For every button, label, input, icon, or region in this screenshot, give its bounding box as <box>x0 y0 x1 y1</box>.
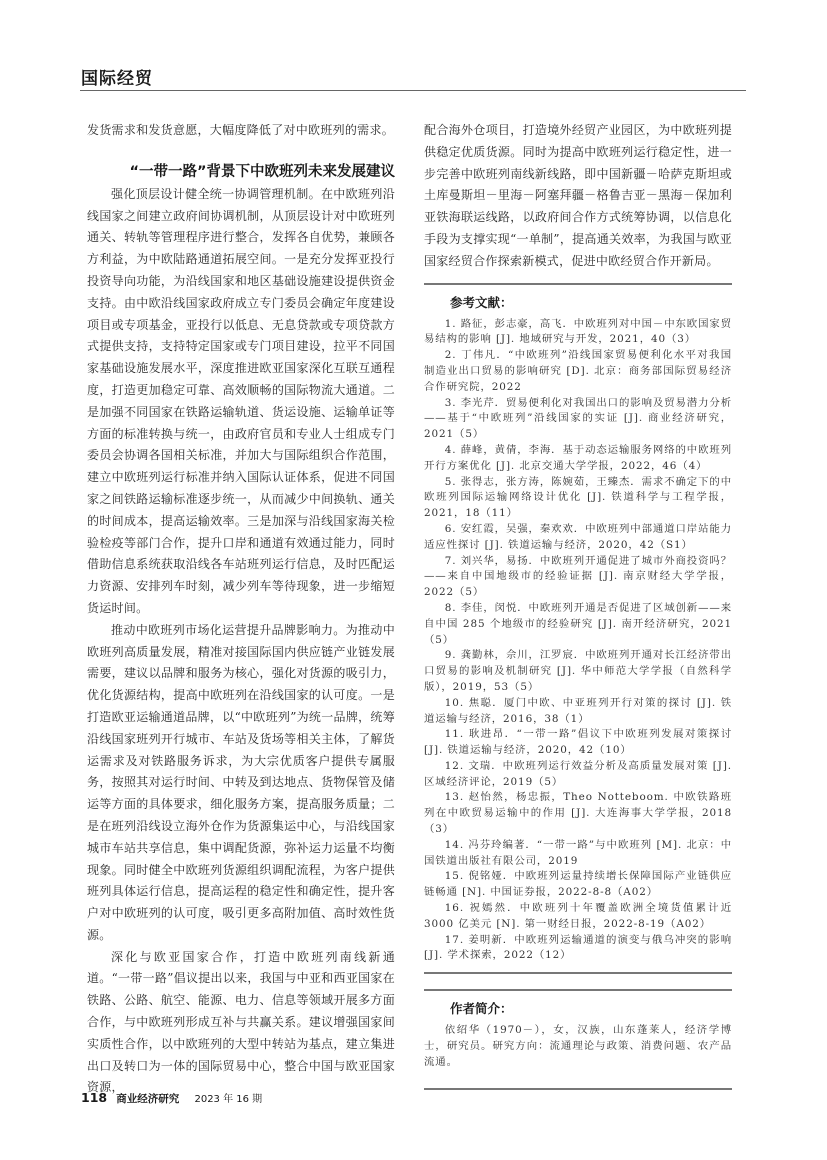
reference-item: 9. 龚勤林，佘川，江罗宸．中欧班列开通对长江经济带出口贸易的影响及机制研究 [J]. 华中师范大学学报（自然科学版），2019，53（5） <box>424 649 732 693</box>
reference-item: 8. 李佳，闵悦．中欧班列开通是否促进了区域创新——来自中国 285 个地级市的经验研究 [J]. 南开经济研究，2021（5） <box>424 601 732 646</box>
section-title: 国际经贸 <box>81 69 153 89</box>
paragraph: 发货需求和发货意愿，大幅度降低了对中欧班列的需求。 <box>87 123 395 137</box>
right-column <box>424 120 732 1090</box>
reference-item: 11. 耿进昂．“一带一路”倡议下中欧班列发展对策探讨 [J]. 铁道运输与经济，2020，42（10） <box>424 728 732 757</box>
reference-item: 7. 刘兴华，易扬．中欧班列开通促进了城市外商投资吗？——来自中国地级市的经验证据 [J]. 南京财经大学学报，2022（5） <box>424 554 732 599</box>
references-list <box>424 317 732 965</box>
reference-item: 15. 倪铭娅．中欧班列运量持续增长保障国际产业链供应链畅通 [N]. 中国证券报，2022-8-8（A02） <box>424 870 732 899</box>
reference-item: 6. 安红霞，吴强，秦欢欢．中欧班列中部通道口岸站能力适应性探讨 [J]. 铁道运输与经济，2020，42（S1） <box>424 522 732 551</box>
author-box-end-rule <box>424 1088 732 1090</box>
page-number: 118 <box>81 1090 108 1105</box>
reference-item: 5. 张得志，张方涛，陈婉茹，王臻杰．需求不确定下的中欧班列国际运输网络设计优化 [J]. 铁道科学与工程学报，2021，18（11） <box>424 475 732 520</box>
section-heading: “一带一路”背景下中欧班列未来发展建议 <box>129 163 395 180</box>
reference-item: 16. 祝嫣然．中欧班列十年覆盖欧洲全境货值累计近 3000 亿美元 [N]. 第一财经日报，2022-8-19（A02） <box>424 902 732 930</box>
page-footer <box>81 1090 262 1106</box>
issue-label: 2023 年 16 期 <box>194 1094 263 1105</box>
paragraph: 强化顶层设计健全统一协调管理机制。在中欧班列沿线国家之间建立政府间协调机制，从顶层设计对中欧班列通关、转轨等管理程序进行整合，发挥各自优势，兼顾各方利益，为中欧陆路通道拓展空间。一是充分发挥亚投行投资导向功能，为沿线国家和地区基础设施建设提供资金支持。由中欧沿线国家政府成立专门委员会确定年度建设项目或专项基金，亚投行以低息、无息贷款或专项贷款方式提供支持，支持特定国家或专门项目建设，拉平不同国家基础设施发展水平，深度推进欧亚国家深化互联互通程度，打造更加稳定可靠、高效顺畅的国际物流大通道。二是加强不同国家在铁路运输轨道、货运设施、运输单证等方面的标准转换与统一，由政府官员和专业人士组成专门委员会协调各国相关标准，并加大与国际组织合作范围，建立中欧班列运行标准并纳入国际认证体系，促进不同国家之间铁路运输标准逐步统一，从而减少中间换轨、通关的时间成本，提高运输效率。三是加深与沿线国家海关检验检疫等部门合作，提升口岸和通道有效通过能力，同时借助信息系统获取沿线各车站班列运行信息，及时匹配运力资源、安排列车时刻，减少列车等待现象，进一步缩短货运时间。 <box>87 186 395 615</box>
reference-item: 14. 冯芬玲编著．“一带一路”与中欧班列 [M]. 北京：中国铁道出版社有限公司，2019 <box>424 838 732 867</box>
reference-item: 10. 焦聪．厦门中欧、中亚班列开行对策的探讨 [J]. 铁道运输与经济，2016，38（1） <box>424 696 732 725</box>
header-rule <box>80 90 746 91</box>
journal-name: 商业经济研究 <box>116 1093 180 1105</box>
reference-item: 4. 薛峰，黄倩，李海．基于动态运输服务网络的中欧班列开行方案优化 [J]. 北京交通大学学报，2022，46（4） <box>424 443 732 472</box>
references-rule <box>424 283 732 285</box>
reference-item: 3. 李光芹．贸易便利化对我国出口的影响及贸易潜力分析——基于“中欧班列”沿线国家的实证 [J]. 商业经济研究，2021（5） <box>424 396 732 441</box>
author-title: 作者简介： <box>450 1001 513 1017</box>
paragraph: 配合海外仓项目，打造境外经贸产业园区，为中欧班列提供稳定优质货源。同时为提高中欧班列运行稳定性，进一步完善中欧班列南线新线路，即中国新疆－哈萨克斯坦或土库曼斯坦－里海－阿塞拜疆－格鲁吉亚－黑海－保加利亚铁海联运线路，以政府间合作方式统筹协调，以信息化手段为支撑实现“一单制”，提高通关效率，为我国与欧亚国家经贸合作探索新模式，促进中欧经贸合作开新局。 <box>424 123 732 268</box>
left-column <box>87 120 395 1099</box>
paragraph: 深化与欧亚国家合作，打造中欧班列南线新通道。“一带一路”倡议提出以来，我国与中亚和西亚国家在铁路、公路、航空、能源、电力、信息等领域开展多方面合作，与中欧班列形成互补与共赢关系。建议增强国家间实质性合作，以中欧班列的大型中转站为基点，建立集进出口及转口为一体的国际贸易中心，整合中国与欧亚国家资源， <box>87 949 395 1095</box>
references-end-rule <box>424 972 732 974</box>
paragraph: 推动中欧班列市场化运营提升品牌影响力。为推动中欧班列高质量发展，精准对接国际国内供应链产业链发展需要，建议以品牌和服务为核心，强化对货源的吸引力，优化货源结构，提高中欧班列在沿线国家的认可度。一是打造欧亚运输通道品牌，以“中欧班列”为统一品牌，统筹沿线国家班列开行城市、车站及货场等相关主体，了解货运需求及对铁路服务诉求，为大宗优质客户提供专属服务，按照其对运行时间、中转及到达地点、货物保管及储运等方面的具体要求，细化服务方案，提高服务质量；二是在班列沿线设立海外仓作为货源集运中心，与沿线国家城市车站共享信息，集中调配货源，弥补运力运量不均衡现象。同时健全中欧班列货源组织调配流程，为客户提供班列具体运行信息，提高运程的稳定性和确定性，提升客户对中欧班列的认可度，吸引更多高附加值、高时效性货源。 <box>87 622 395 942</box>
references-title: 参考文献： <box>450 294 513 310</box>
reference-item: 1. 路征，彭志豪，高飞．中欧班列对中国－中东欧国家贸易结构的影响 [J]. 地域研究与开发，2021，40（3） <box>424 317 732 346</box>
reference-item: 2. 丁伟凡．“中欧班列”沿线国家贸易便利化水平对我国制造业出口贸易的影响研究 [D]. 北京：商务部国际贸易经济合作研究院，2022 <box>424 349 732 393</box>
reference-item: 13. 赵怡然，杨忠振，Theo Notteboom. 中欧铁路班列在中欧贸易运输中的作用 [J]. 大连海事大学学报，2018（3） <box>424 791 732 836</box>
author-bio: 依绍华（1970－），女，汉族，山东蓬莱人，经济学博士，研究员。研究方向：流通理论与政策、消费问题、农产品流通。 <box>424 1024 732 1068</box>
author-box-rule <box>424 989 732 991</box>
reference-item: 17. 姜明新．中欧班列运输通道的演变与俄乌冲突的影响 [J]. 学术探索，2022（12） <box>424 933 732 962</box>
reference-item: 12. 文瑞．中欧班列运行效益分析及高质量发展对策 [J]. 区域经济评论，2019（5） <box>424 759 732 788</box>
